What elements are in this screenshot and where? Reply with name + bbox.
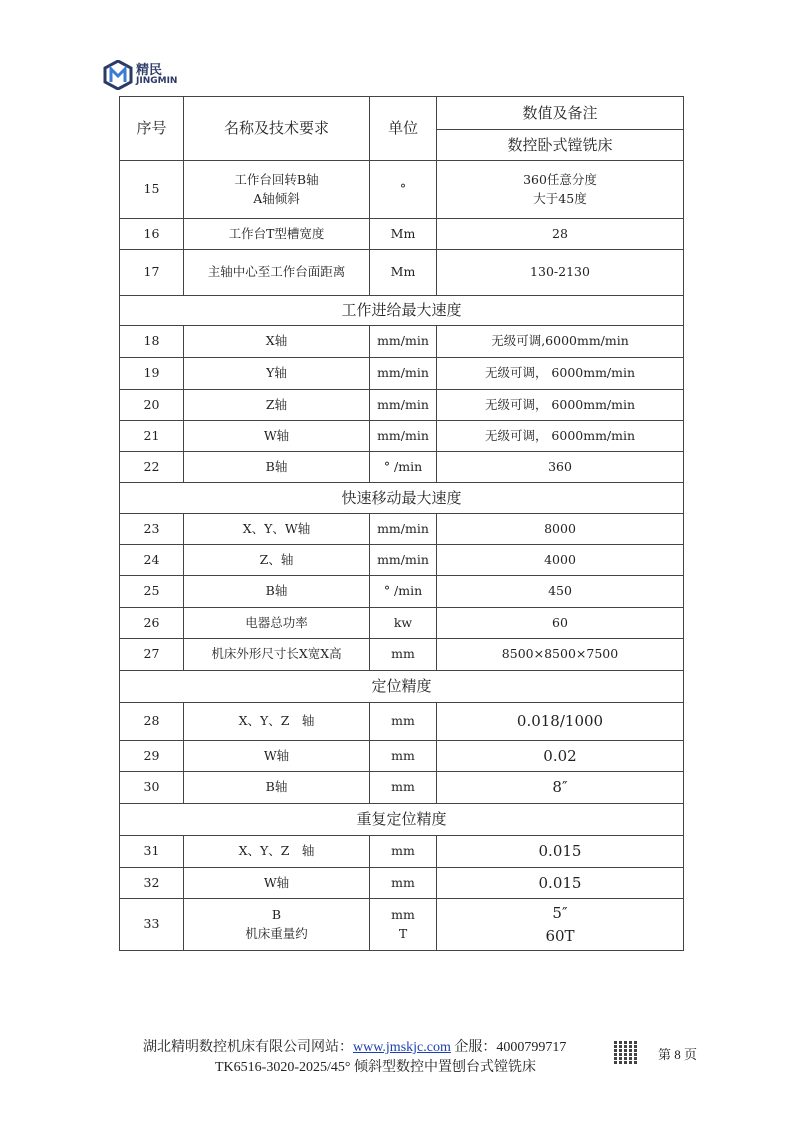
jingmin-logo-icon	[103, 60, 133, 90]
cell-value	[437, 545, 684, 576]
table-row	[120, 250, 684, 296]
table-row	[120, 219, 684, 250]
cell-value	[437, 741, 684, 772]
name-line: X、Y、W轴	[242, 520, 311, 536]
unit-line: Mm	[390, 225, 416, 241]
row-number: 31	[120, 836, 184, 868]
cell-unit	[370, 899, 437, 951]
cell-value	[437, 514, 684, 545]
table-row	[120, 576, 684, 608]
cell-unit	[370, 514, 437, 545]
row-number: 28	[120, 703, 184, 741]
cell-value	[437, 421, 684, 452]
cell-name	[184, 576, 370, 608]
row-number: 25	[120, 576, 184, 608]
table-row	[120, 772, 684, 804]
table-row	[120, 608, 684, 639]
footer-website-link[interactable]: www.jmskjc.com	[353, 1040, 451, 1055]
name-line: W轴	[263, 427, 290, 443]
unit-line: ° /min	[383, 583, 423, 599]
cell-value	[437, 390, 684, 421]
cell-name	[184, 639, 370, 671]
unit-line: mm	[391, 843, 415, 859]
value-line: 60T	[545, 926, 575, 945]
company-logo	[103, 60, 177, 90]
value-line: 无级可调,6000mm/min	[491, 333, 629, 349]
header-no: 序号	[120, 97, 184, 161]
header-unit: 单位	[370, 97, 437, 161]
unit-line: mm	[391, 874, 415, 890]
header-value: 数值及备注	[437, 97, 684, 130]
name-line: B轴	[265, 583, 288, 599]
cell-name	[184, 545, 370, 576]
table-row	[120, 161, 684, 219]
value-line: 8500×8500×7500	[501, 646, 619, 662]
table-row	[120, 741, 684, 772]
value-line: 130-2130	[530, 264, 590, 280]
cell-unit	[370, 390, 437, 421]
cell-unit	[370, 250, 437, 296]
table-row	[120, 326, 684, 358]
value-line: 5″	[552, 904, 568, 922]
name-line: 机床重量约	[245, 925, 308, 941]
cell-name	[184, 219, 370, 250]
row-number: 24	[120, 545, 184, 576]
value-line: 450	[548, 583, 572, 599]
table-row	[120, 899, 684, 951]
unit-line: mm	[391, 646, 415, 662]
cell-name	[184, 703, 370, 741]
unit-line: ° /min	[383, 458, 423, 474]
value-line: 360	[548, 458, 572, 474]
unit-line: T	[398, 925, 408, 941]
cell-value	[437, 326, 684, 358]
cell-name	[184, 514, 370, 545]
cell-unit	[370, 608, 437, 639]
logo-en-text: JINGMIN	[136, 76, 178, 86]
cell-name	[184, 836, 370, 868]
footer-service: 企服：4000799717	[450, 1040, 567, 1055]
table-row	[120, 514, 684, 545]
unit-line: mm/min	[377, 333, 429, 349]
row-number: 29	[120, 741, 184, 772]
value-line: 4000	[544, 551, 576, 567]
value-line: 大于45度	[533, 190, 587, 206]
qr-code-icon	[614, 1040, 638, 1064]
value-line: 无级可调， 6000mm/min	[484, 427, 636, 443]
cell-value	[437, 250, 684, 296]
cell-name	[184, 161, 370, 219]
unit-line: mm/min	[377, 427, 429, 443]
row-number: 21	[120, 421, 184, 452]
unit-line: mm/min	[377, 520, 429, 536]
name-line: B轴	[265, 779, 288, 795]
section-title: 重复定位精度	[120, 804, 684, 836]
unit-line: mm/min	[377, 396, 429, 412]
row-number: 15	[120, 161, 184, 219]
cell-value	[437, 608, 684, 639]
cell-value	[437, 576, 684, 608]
footer-company: 湖北精明数控机床有限公司网站：	[143, 1040, 353, 1055]
cell-unit	[370, 452, 437, 483]
unit-line: kw	[393, 614, 413, 630]
footer-model: TK6516-3020-2025/45° 倾斜型数控中置刨台式镗铣床	[215, 1060, 536, 1075]
name-line: 工作台T型槽宽度	[228, 225, 325, 241]
row-number: 20	[120, 390, 184, 421]
cell-unit	[370, 545, 437, 576]
table-row	[120, 639, 684, 671]
logo-cn-text: 精民	[136, 63, 163, 78]
name-line: X、Y、Z 轴	[238, 713, 315, 729]
name-line: W轴	[263, 874, 290, 890]
row-number: 17	[120, 250, 184, 296]
value-line: 无级可调， 6000mm/min	[484, 396, 636, 412]
cell-name	[184, 868, 370, 899]
name-line: Y轴	[266, 365, 287, 381]
page-number: 第 8 页	[658, 1047, 698, 1062]
header-value-sub: 数控卧式镗铣床	[437, 130, 684, 161]
table-row	[120, 390, 684, 421]
name-line: 工作台回转B轴	[234, 171, 319, 187]
cell-value	[437, 899, 684, 951]
cell-name	[184, 608, 370, 639]
cell-value	[437, 639, 684, 671]
cell-unit	[370, 358, 437, 390]
cell-name	[184, 390, 370, 421]
spec-table	[119, 96, 684, 951]
row-number: 16	[120, 219, 184, 250]
row-number: 19	[120, 358, 184, 390]
cell-unit	[370, 868, 437, 899]
unit-line: mm	[391, 779, 415, 795]
name-line: W轴	[263, 747, 290, 763]
unit-line: mm	[391, 747, 415, 763]
cell-unit	[370, 421, 437, 452]
unit-line: °	[399, 181, 407, 197]
table-row	[120, 358, 684, 390]
value-line: 0.018/1000	[516, 712, 604, 731]
unit-line: Mm	[390, 264, 416, 280]
unit-line: mm/min	[377, 551, 429, 567]
cell-unit	[370, 576, 437, 608]
value-line: 0.02	[543, 746, 577, 765]
cell-unit	[370, 326, 437, 358]
section-row	[120, 483, 684, 514]
value-line: 360任意分度	[523, 171, 597, 187]
table-row	[120, 545, 684, 576]
cell-unit	[370, 741, 437, 772]
section-row	[120, 296, 684, 326]
cell-value	[437, 358, 684, 390]
cell-value	[437, 161, 684, 219]
name-line: X、Y、Z 轴	[238, 843, 315, 859]
cell-name	[184, 326, 370, 358]
value-line: 28	[552, 225, 568, 241]
cell-value	[437, 703, 684, 741]
cell-name	[184, 741, 370, 772]
value-line: 无级可调， 6000mm/min	[484, 365, 636, 381]
table-row	[120, 703, 684, 741]
row-number: 18	[120, 326, 184, 358]
name-line: 机床外形尺寸长X宽X高	[211, 646, 342, 662]
cell-value	[437, 219, 684, 250]
row-number: 22	[120, 452, 184, 483]
table-row	[120, 452, 684, 483]
row-number: 32	[120, 868, 184, 899]
cell-unit	[370, 639, 437, 671]
header-name: 名称及技术要求	[184, 97, 370, 161]
cell-name	[184, 421, 370, 452]
cell-value	[437, 836, 684, 868]
value-line: 60	[552, 614, 568, 630]
name-line: Z、轴	[259, 551, 294, 567]
table-row	[120, 836, 684, 868]
name-line: B轴	[265, 458, 288, 474]
section-row	[120, 804, 684, 836]
cell-unit	[370, 772, 437, 804]
name-line: A轴倾斜	[253, 190, 300, 206]
cell-unit	[370, 836, 437, 868]
cell-name	[184, 250, 370, 296]
name-line: X轴	[265, 333, 288, 349]
cell-name	[184, 899, 370, 951]
value-line: 0.015	[538, 842, 582, 861]
row-number: 23	[120, 514, 184, 545]
cell-name	[184, 772, 370, 804]
unit-line: mm	[391, 713, 415, 729]
value-line: 8″	[552, 778, 568, 797]
unit-line: mm/min	[377, 365, 429, 381]
cell-unit	[370, 219, 437, 250]
cell-value	[437, 452, 684, 483]
cell-value	[437, 868, 684, 899]
section-row	[120, 671, 684, 703]
section-title: 定位精度	[120, 671, 684, 703]
cell-value	[437, 772, 684, 804]
row-number: 26	[120, 608, 184, 639]
table-row	[120, 868, 684, 899]
section-title: 快速移动最大速度	[120, 483, 684, 514]
cell-unit	[370, 703, 437, 741]
row-number: 30	[120, 772, 184, 804]
name-line: B	[271, 906, 282, 922]
cell-unit	[370, 161, 437, 219]
value-line: 0.015	[538, 873, 582, 892]
name-line: 主轴中心至工作台面距离	[207, 264, 346, 280]
unit-line: mm	[391, 906, 415, 922]
cell-name	[184, 358, 370, 390]
name-line: Z轴	[265, 396, 288, 412]
name-line: 电器总功率	[245, 614, 308, 630]
cell-name	[184, 452, 370, 483]
value-line: 8000	[544, 520, 576, 536]
row-number: 27	[120, 639, 184, 671]
table-row	[120, 421, 684, 452]
section-title: 工作进给最大速度	[120, 296, 684, 326]
row-number: 33	[120, 899, 184, 951]
